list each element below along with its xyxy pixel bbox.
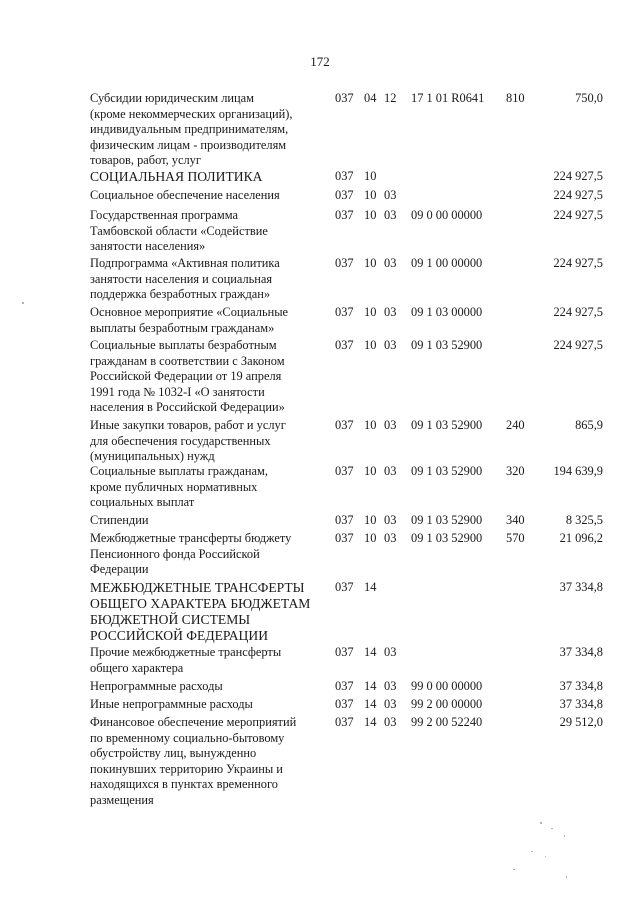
section-code: 10 [364, 513, 377, 527]
scan-speck [540, 822, 542, 824]
row-name [90, 679, 322, 695]
row-name-line: покинувших территорию Украины и [90, 761, 283, 776]
subsection-code: 03 [384, 338, 397, 352]
row-name-line: БЮДЖЕТНОЙ СИСТЕМЫ [90, 612, 251, 627]
amount: 37 334,8 [559, 697, 603, 711]
target-item-code: 09 0 00 00000 [411, 208, 483, 222]
row-name-line: Подпрограмма «Активная политика [90, 256, 280, 270]
row-name-line: ОБЩЕГО ХАРАКТЕРА БЮДЖЕТАМ [90, 596, 311, 611]
dept-code: 037 [335, 208, 354, 222]
subsection-code: 03 [384, 697, 397, 711]
row-name-line: для обеспечения государственных [90, 433, 271, 448]
subsection-code: 03 [384, 513, 397, 527]
row-name-line: Межбюджетные трансферты бюджету [90, 531, 292, 545]
row-name-line: Стипендии [90, 513, 149, 527]
dept-code: 037 [335, 418, 354, 432]
scan-speck [566, 876, 567, 878]
row-name-line: СОЦИАЛЬНАЯ ПОЛИТИКА [90, 169, 263, 184]
dept-code: 037 [335, 513, 354, 527]
row-name-line: по временному социально-бытовому [90, 730, 285, 745]
dept-code: 037 [335, 169, 354, 183]
row-name [90, 645, 322, 676]
section-code: 14 [364, 679, 377, 693]
row-name [90, 715, 322, 809]
dept-code: 037 [335, 305, 354, 319]
dept-code: 037 [335, 679, 354, 693]
target-item-code: 99 2 00 52240 [411, 715, 483, 729]
row-name-line: общего характера [90, 660, 184, 675]
dept-code: 037 [335, 645, 354, 659]
row-name-line: социальных выплат [90, 495, 195, 510]
row-name [90, 418, 322, 465]
row-name [90, 305, 322, 336]
scan-speck [22, 302, 24, 304]
row-name-line: обустройству лиц, вынужденно [90, 746, 257, 761]
scan-speck [564, 835, 565, 837]
row-name-line: находящихся в пунктах временного [90, 777, 278, 792]
row-name-line: 1991 года № 1032-I «О занятости [90, 384, 265, 399]
subsection-code: 03 [384, 256, 397, 270]
expense-type-code: 340 [506, 513, 525, 527]
section-code: 10 [364, 188, 377, 202]
section-code: 14 [364, 645, 377, 659]
dept-code: 037 [335, 256, 354, 270]
target-item-code: 09 1 03 52900 [411, 464, 483, 478]
expense-type-code: 810 [506, 91, 525, 105]
row-name-line: МЕЖБЮДЖЕТНЫЕ ТРАНСФЕРТЫ [90, 580, 305, 595]
row-name-line: физическим лицам - производителям [90, 137, 287, 152]
row-name-line: Федерации [90, 562, 149, 577]
amount: 865,9 [575, 418, 603, 432]
row-name-line: товаров, работ, услуг [90, 153, 201, 168]
amount: 194 639,9 [553, 464, 603, 478]
row-name-line: кроме публичных нормативных [90, 479, 258, 494]
section-code: 14 [364, 715, 377, 729]
amount: 224 927,5 [553, 188, 603, 202]
section-code: 10 [364, 305, 377, 319]
subsection-code: 03 [384, 188, 397, 202]
amount: 29 512,0 [559, 715, 603, 729]
scan-speck [551, 828, 553, 829]
dept-code: 037 [335, 464, 354, 478]
target-item-code: 17 1 01 R0641 [411, 91, 485, 105]
row-name [90, 188, 322, 204]
dept-code: 037 [335, 188, 354, 202]
row-name-line: Социальные выплаты гражданам, [90, 464, 268, 478]
amount: 224 927,5 [553, 256, 603, 270]
row-name-line: Финансовое обеспечение мероприятий [90, 715, 297, 729]
row-name-line: Социальное обеспечение населения [90, 188, 280, 202]
expense-type-code: 320 [506, 464, 525, 478]
row-name [90, 697, 322, 713]
row-name [90, 580, 322, 644]
row-name-line: Субсидии юридическим лицам [90, 91, 255, 105]
row-name [90, 256, 322, 303]
section-code: 10 [364, 256, 377, 270]
expense-type-code: 240 [506, 418, 525, 432]
subsection-code: 03 [384, 464, 397, 478]
subsection-code: 03 [384, 531, 397, 545]
amount: 750,0 [575, 91, 603, 105]
subsection-code: 03 [384, 418, 397, 432]
dept-code: 037 [335, 531, 354, 545]
row-name-line: индивидуальным предпринимателям, [90, 122, 289, 137]
row-name-line: Социальные выплаты безработным [90, 338, 277, 352]
row-name-line: Основное мероприятие «Социальные [90, 305, 289, 319]
amount: 8 325,5 [565, 513, 603, 527]
section-code: 14 [364, 697, 377, 711]
subsection-code: 03 [384, 715, 397, 729]
dept-code: 037 [335, 697, 354, 711]
row-name [90, 513, 322, 529]
section-code: 10 [364, 531, 377, 545]
scan-speck [531, 851, 533, 852]
row-name-line: Иные закупки товаров, работ и услуг [90, 418, 286, 432]
section-code: 10 [364, 464, 377, 478]
dept-code: 037 [335, 91, 354, 105]
target-item-code: 99 0 00 00000 [411, 679, 483, 693]
section-code: 10 [364, 208, 377, 222]
row-name-line: (кроме некоммерческих организаций), [90, 106, 293, 121]
row-name-line: Пенсионного фонда Российской [90, 546, 260, 561]
target-item-code: 09 1 03 52900 [411, 513, 483, 527]
target-item-code: 09 1 00 00000 [411, 256, 483, 270]
subsection-code: 12 [384, 91, 397, 105]
dept-code: 037 [335, 715, 354, 729]
amount: 224 927,5 [553, 208, 603, 222]
row-name [90, 208, 322, 255]
target-item-code: 09 1 03 52900 [411, 418, 483, 432]
section-code: 14 [364, 580, 377, 594]
amount: 224 927,5 [553, 169, 603, 183]
row-name-line: Прочие межбюджетные трансферты [90, 645, 282, 659]
amount: 224 927,5 [553, 338, 603, 352]
amount: 37 334,8 [559, 679, 603, 693]
row-name [90, 464, 322, 511]
amount: 224 927,5 [553, 305, 603, 319]
dept-code: 037 [335, 580, 354, 594]
section-code: 10 [364, 418, 377, 432]
dept-code: 037 [335, 338, 354, 352]
row-name-line: поддержка безработных граждан» [90, 287, 271, 302]
expense-type-code: 570 [506, 531, 525, 545]
row-name-line: выплаты безработным гражданам» [90, 320, 275, 335]
amount: 37 334,8 [559, 580, 603, 594]
row-name-line: Иные непрограммные расходы [90, 697, 253, 711]
row-name-line: Российской Федерации от 19 апреля [90, 369, 282, 384]
row-name-line: гражданам в соответствии с Законом [90, 353, 285, 368]
row-name-line: Тамбовской области «Содействие [90, 223, 268, 238]
section-code: 10 [364, 338, 377, 352]
amount: 37 334,8 [559, 645, 603, 659]
amount: 21 096,2 [559, 531, 603, 545]
row-name [90, 531, 322, 578]
target-item-code: 09 1 03 52900 [411, 338, 483, 352]
target-item-code: 09 1 03 00000 [411, 305, 483, 319]
subsection-code: 03 [384, 679, 397, 693]
subsection-code: 03 [384, 645, 397, 659]
target-item-code: 99 2 00 00000 [411, 697, 483, 711]
subsection-code: 03 [384, 208, 397, 222]
row-name [90, 91, 322, 169]
scan-speck [513, 869, 515, 870]
subsection-code: 03 [384, 305, 397, 319]
section-code: 10 [364, 169, 377, 183]
section-code: 04 [364, 91, 377, 105]
row-name-line: занятости населения и социальная [90, 271, 273, 286]
target-item-code: 09 1 03 52900 [411, 531, 483, 545]
row-name [90, 338, 322, 416]
row-name-line: Государственная программа [90, 208, 238, 222]
row-name-line: занятости населения» [90, 239, 206, 254]
row-name-line: Непрограммные расходы [90, 679, 223, 693]
page-number: 172 [310, 54, 330, 69]
row-name-line: РОССИЙСКОЙ ФЕДЕРАЦИИ [90, 628, 269, 643]
row-name-line: размещения [90, 792, 154, 807]
row-name-line: населения в Российской Федерации» [90, 400, 285, 415]
row-name [90, 169, 322, 185]
row-name-line: (муниципальных) нужд [90, 449, 215, 464]
scan-speck [545, 856, 546, 857]
